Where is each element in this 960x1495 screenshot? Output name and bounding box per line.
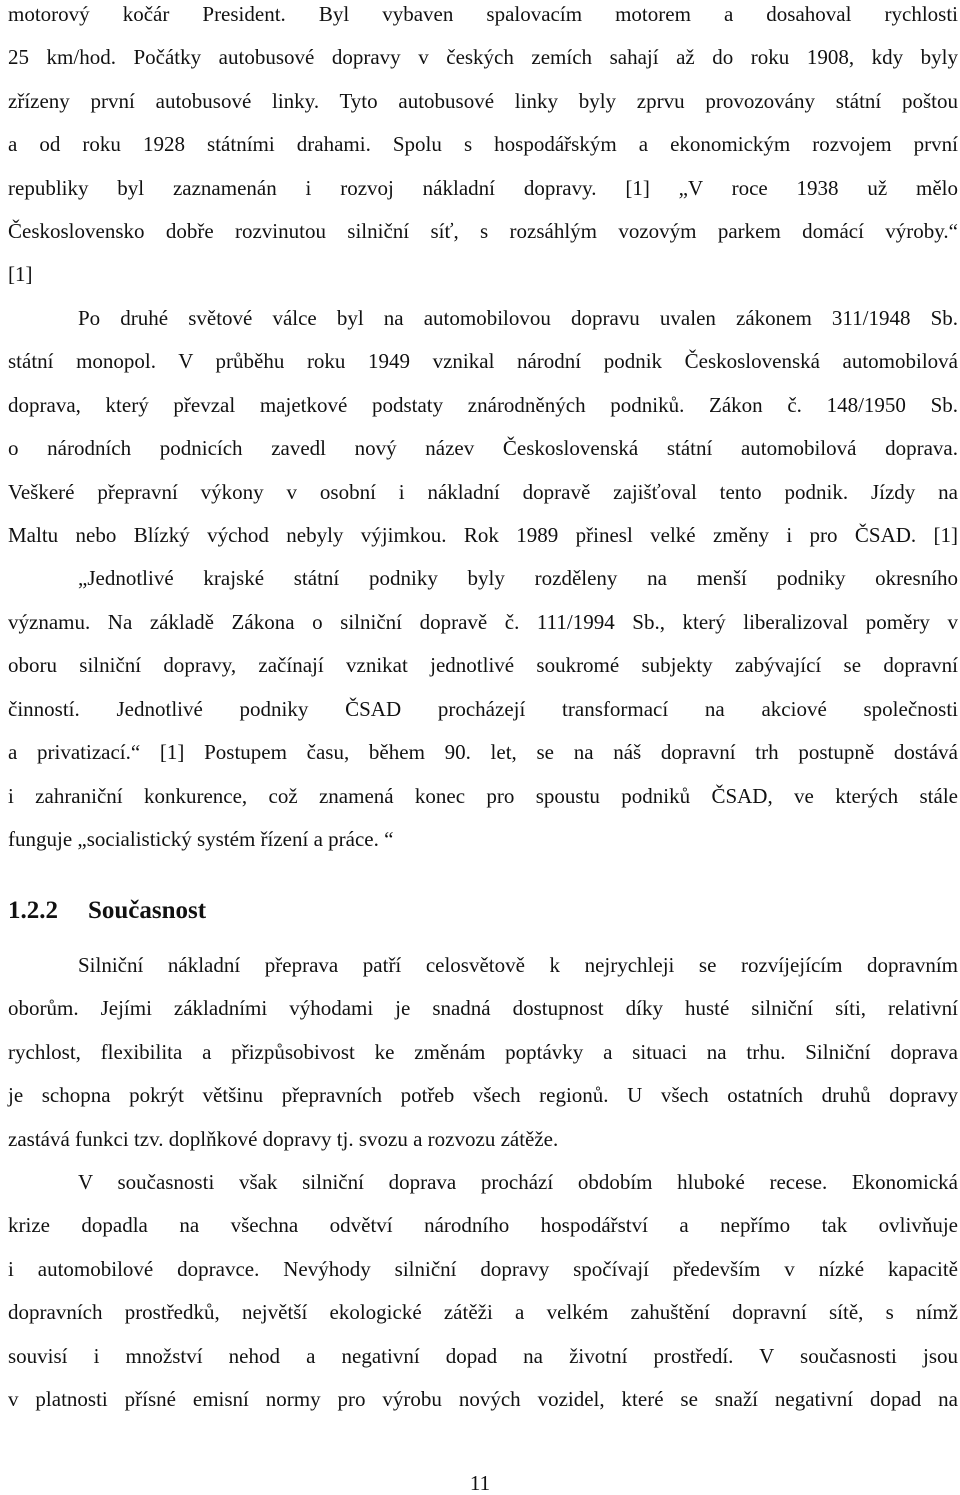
- text-line: oboru silniční dopravy, začínají vznikat jednotlivé soukromé subjekty zabývající se dopravní: [8, 653, 958, 677]
- text-line: Československo dobře rozvinutou silniční síť, s rozsáhlým vozovým parkem domácí výroby.“: [8, 219, 958, 243]
- text-line: zřízeny první autobusové linky. Tyto autobusové linky byly zprvu provozovány státní poštou: [8, 89, 958, 113]
- text-line: oborům. Jejími základními výhodami je snadná dostupnost díky husté silniční síti, relativní: [8, 996, 958, 1020]
- text-line: souvisí i množství nehod a negativní dopad na životní prostředí. V současnosti jsou: [8, 1344, 958, 1368]
- text-line: funguje „socialistický systém řízení a práce. “: [8, 827, 394, 851]
- text-line: Veškeré přepravní výkony v osobní i nákladní dopravě zajišťoval tento podnik. Jízdy na: [8, 480, 958, 504]
- text-line: republiky byl zaznamenán i rozvoj nákladní dopravy. [1] „V roce 1938 už mělo: [8, 176, 958, 200]
- text-line: Po druhé světové válce byl na automobilovou dopravu uvalen zákonem 311/1948 Sb.: [78, 306, 958, 330]
- section-heading: [8, 897, 206, 925]
- text-line: a privatizací.“ [1] Postupem času, během 90. let, se na náš dopravní trh postupně dostává: [8, 740, 958, 764]
- text-line: o národních podnicích zavedl nový název Československá státní automobilová doprava.: [8, 436, 958, 460]
- text-line: a od roku 1928 státními drahami. Spolu s hospodářským a ekonomickým rozvojem první: [8, 132, 958, 156]
- text-line: i automobilové dopravce. Nevýhody silniční dopravy spočívají především v nízké kapacitě: [8, 1257, 958, 1281]
- text-line: rychlost, flexibilita a přizpůsobivost ke změnám poptávky a situaci na trhu. Silniční doprava: [8, 1040, 958, 1064]
- text-line: významu. Na základě Zákona o silniční dopravě č. 111/1994 Sb., který liberalizoval poměry v: [8, 610, 958, 634]
- text-line: státní monopol. V průběhu roku 1949 vznikal národní podnik Československá automobilová: [8, 349, 958, 373]
- text-line: „Jednotlivé krajské státní podniky byly rozděleny na menší podniky okresního: [78, 566, 958, 590]
- text-line: dopravních prostředků, největší ekologické zátěži a velkém zahuštění dopravní sítě, s nímž: [8, 1300, 958, 1324]
- page-number: 11: [469, 1471, 491, 1495]
- text-line: je schopna pokrýt většinu přepravních potřeb všech regionů. U všech ostatních druhů dopravy: [8, 1083, 958, 1107]
- text-line: krize dopadla na všechna odvětví národního hospodářství a nepřímo tak ovlivňuje: [8, 1213, 958, 1237]
- text-line: doprava, který převzal majetkové podstaty znárodněných podniků. Zákon č. 148/1950 Sb.: [8, 393, 958, 417]
- text-line: 25 km/hod. Počátky autobusové dopravy v českých zemích sahají až do roku 1908, kdy byly: [8, 45, 958, 69]
- text-line: zastává funkci tzv. doplňkové dopravy tj. svozu a rozvozu zátěže.: [8, 1127, 559, 1151]
- text-line: Maltu nebo Blízký východ nebyly výjimkou. Rok 1989 přinesl velké změny i pro ČSAD. [1]: [8, 523, 958, 547]
- text-line: motorový kočár President. Byl vybaven spalovacím motorem a dosahoval rychlosti: [8, 2, 958, 26]
- text-line: i zahraniční konkurence, což znamená konec pro spoustu podniků ČSAD, ve kterých stále: [8, 784, 958, 808]
- text-line: Silniční nákladní přeprava patří celosvětově k nejrychleji se rozvíjejícím dopravním: [78, 953, 958, 977]
- text-line: V současnosti však silniční doprava prochází obdobím hluboké recese. Ekonomická: [78, 1170, 958, 1194]
- text-line: v platnosti přísné emisní normy pro výrobu nových vozidel, které se snaží negativní dopad na: [8, 1387, 958, 1411]
- section-number: 1.2.2: [8, 897, 58, 924]
- section-title: Současnost: [88, 897, 207, 924]
- text-line: [1]: [8, 262, 33, 286]
- text-line: činností. Jednotlivé podniky ČSAD procházejí transformací na akciové společnosti: [8, 697, 958, 721]
